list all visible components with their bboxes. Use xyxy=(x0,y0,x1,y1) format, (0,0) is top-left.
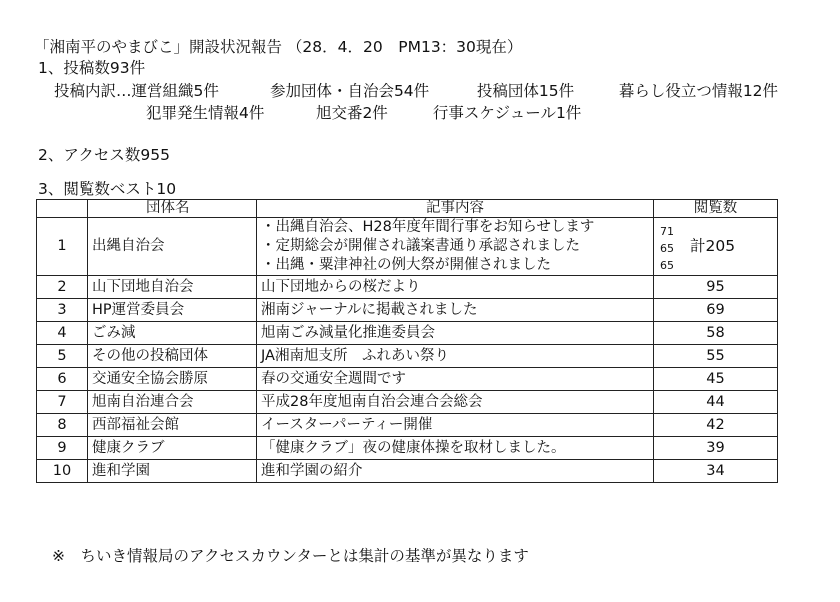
count-cell: 69 xyxy=(654,299,778,322)
org-cell: 山下団地自治会 xyxy=(88,276,257,299)
rank-cell: 3 xyxy=(37,299,88,322)
header-rank xyxy=(37,200,88,218)
rank-cell: 1 xyxy=(37,218,88,276)
rank-cell: 10 xyxy=(37,460,88,483)
table-row xyxy=(37,218,778,276)
article-cell: 「健康クラブ」夜の健康体操を取材しました。 xyxy=(257,437,654,460)
rank-cell: 2 xyxy=(37,276,88,299)
count-cell: 45 xyxy=(654,368,778,391)
org-cell: 旭南自治連合会 xyxy=(88,391,257,414)
rank-cell: 7 xyxy=(37,391,88,414)
posts-heading: 1、投稿数93件 xyxy=(38,59,146,77)
sub-count: 65 xyxy=(660,242,674,255)
org-cell: 交通安全協会勝原 xyxy=(88,368,257,391)
count-cell: 58 xyxy=(654,322,778,345)
rank-cell: 8 xyxy=(37,414,88,437)
table-header-row xyxy=(37,200,778,218)
posts-breakdown-line1 xyxy=(54,82,778,100)
sub-count: 71 xyxy=(660,225,674,238)
breakdown-item: 犯罪発生情報4件 xyxy=(146,104,265,122)
table-row xyxy=(37,322,778,345)
org-cell: ごみ減 xyxy=(88,322,257,345)
access-heading: 2、アクセス数955 xyxy=(38,146,170,164)
org-cell: 西部福祉会館 xyxy=(88,414,257,437)
footnote: ※ ちいき情報局のアクセスカウンターとは集計の基準が異なります xyxy=(52,547,529,565)
org-cell: その他の投稿団体 xyxy=(88,345,257,368)
breakdown-item: 旭交番2件 xyxy=(315,104,388,122)
rank-cell: 6 xyxy=(37,368,88,391)
table-row xyxy=(37,391,778,414)
org-cell: HP運営委員会 xyxy=(88,299,257,322)
table-row xyxy=(37,437,778,460)
article-cell xyxy=(257,218,654,276)
header-count: 閲覧数 xyxy=(654,200,778,218)
count-cell xyxy=(654,218,778,276)
article-line: ・出縄・粟津神社の例大祭が開催されました xyxy=(261,257,551,273)
table-row xyxy=(37,276,778,299)
article-cell: 湘南ジャーナルに掲載されました xyxy=(257,299,654,322)
article-line: ・出縄自治会、H28年度年間行事をお知らせします xyxy=(261,219,595,235)
rank-cell: 4 xyxy=(37,322,88,345)
table-row xyxy=(37,345,778,368)
count-cell: 55 xyxy=(654,345,778,368)
count-cell: 95 xyxy=(654,276,778,299)
org-cell: 進和学園 xyxy=(88,460,257,483)
count-cell: 34 xyxy=(654,460,778,483)
breakdown-item: 投稿団体15件 xyxy=(476,82,575,100)
article-cell: 春の交通安全週間です xyxy=(257,368,654,391)
count-cell: 44 xyxy=(654,391,778,414)
count-cell: 42 xyxy=(654,414,778,437)
article-cell: 平成28年度旭南自治会連合会総会 xyxy=(257,391,654,414)
header-org: 団体名 xyxy=(88,200,257,218)
report-title: 「湘南平のやまびこ」開設状況報告 （28．4．20 PM13：30現在） xyxy=(34,38,523,56)
total-count: 計205 xyxy=(690,237,736,255)
rank-cell: 5 xyxy=(37,345,88,368)
breakdown-item: 投稿内訳…運営組織5件 xyxy=(54,82,219,100)
article-cell: 進和学園の紹介 xyxy=(257,460,654,483)
article-cell: JA湘南旭支所 ふれあい祭り xyxy=(257,345,654,368)
article-cell: 旭南ごみ減量化推進委員会 xyxy=(257,322,654,345)
org-cell: 健康クラブ xyxy=(88,437,257,460)
org-cell: 出縄自治会 xyxy=(88,218,257,276)
breakdown-item: 暮らし役立つ情報12件 xyxy=(618,82,779,100)
article-cell: イースターパーティー開催 xyxy=(257,414,654,437)
table-row xyxy=(37,414,778,437)
count-cell: 39 xyxy=(654,437,778,460)
posts-breakdown-line2 xyxy=(146,104,581,122)
article-line: ・定期総会が開催され議案書通り承認されました xyxy=(261,238,580,254)
ranking-table xyxy=(36,199,778,483)
sub-count: 65 xyxy=(660,259,674,272)
views-heading: 3、閲覧数ベスト10 xyxy=(38,180,177,198)
table-row xyxy=(37,299,778,322)
breakdown-item: 参加団体・自治会54件 xyxy=(269,82,430,100)
table-row xyxy=(37,368,778,391)
header-article: 記事内容 xyxy=(257,200,654,218)
breakdown-item: 行事スケジュール1件 xyxy=(432,104,582,122)
article-cell: 山下団地からの桜だより xyxy=(257,276,654,299)
table-row xyxy=(37,460,778,483)
rank-cell: 9 xyxy=(37,437,88,460)
